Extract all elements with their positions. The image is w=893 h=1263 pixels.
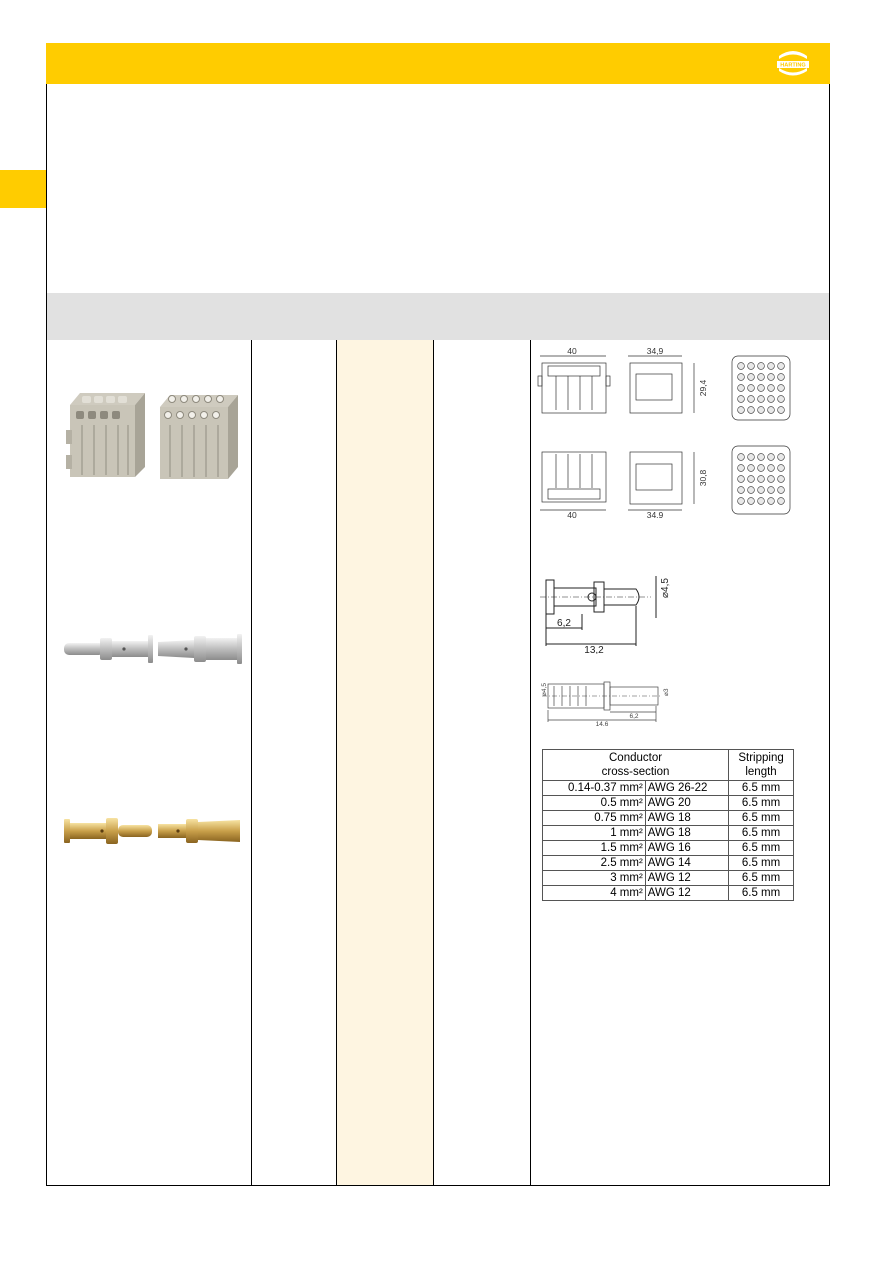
svg-text:40: 40 xyxy=(567,510,577,518)
table-header-band xyxy=(47,293,829,340)
table-header-row xyxy=(543,750,794,781)
male-contact-drawing xyxy=(536,562,676,654)
header-bar xyxy=(46,43,830,84)
conductor-header: Conductor cross-section xyxy=(543,750,729,781)
svg-text:40: 40 xyxy=(567,346,577,356)
svg-text:6,2: 6,2 xyxy=(557,618,571,629)
table-row: 0.75 mm² AWG 18 6.5 mm xyxy=(543,811,794,826)
silver-contacts-photo xyxy=(62,630,244,668)
svg-text:34,9: 34,9 xyxy=(646,510,664,518)
table-row: 1.5 mm² AWG 16 6.5 mm xyxy=(543,841,794,856)
svg-text:34,9: 34,9 xyxy=(646,346,664,356)
table-row: 0.14-0.37 mm² AWG 26-22 6.5 mm xyxy=(543,781,794,796)
table-row: 2.5 mm² AWG 14 6.5 mm xyxy=(543,856,794,871)
gold-contacts-photo xyxy=(62,812,244,850)
column-divider xyxy=(433,340,434,1186)
highlighted-column xyxy=(337,340,433,1185)
column-divider xyxy=(336,340,337,1186)
insert-dimension-drawing xyxy=(534,346,824,518)
table-row: 0.5 mm² AWG 20 6.5 mm xyxy=(543,796,794,811)
svg-text:14,6: 14,6 xyxy=(595,721,609,726)
insert-module-photo xyxy=(60,385,245,490)
svg-text:6,2: 6,2 xyxy=(629,713,639,720)
svg-text:⌀4,5: ⌀4,5 xyxy=(660,578,671,598)
table-row: 3 mm² AWG 12 6.5 mm xyxy=(543,871,794,886)
table-row: 1 mm² AWG 18 6.5 mm xyxy=(543,826,794,841)
female-contact-drawing xyxy=(538,676,670,726)
table-row: 4 mm² AWG 12 6.5 mm xyxy=(543,886,794,901)
svg-text:⌀4,5: ⌀4,5 xyxy=(541,683,548,696)
column-divider xyxy=(251,340,252,1186)
svg-text:13,2: 13,2 xyxy=(584,645,604,654)
harting-logo xyxy=(773,44,813,83)
svg-text:29,4: 29,4 xyxy=(698,379,708,397)
section-side-tab xyxy=(0,170,46,208)
svg-text:30,8: 30,8 xyxy=(698,469,708,487)
column-divider xyxy=(530,340,531,1186)
svg-text:HARTING: HARTING xyxy=(780,62,806,69)
stripping-length-table xyxy=(542,749,794,901)
svg-text:⌀3: ⌀3 xyxy=(663,688,670,696)
stripping-header: Stripping length xyxy=(729,750,794,781)
